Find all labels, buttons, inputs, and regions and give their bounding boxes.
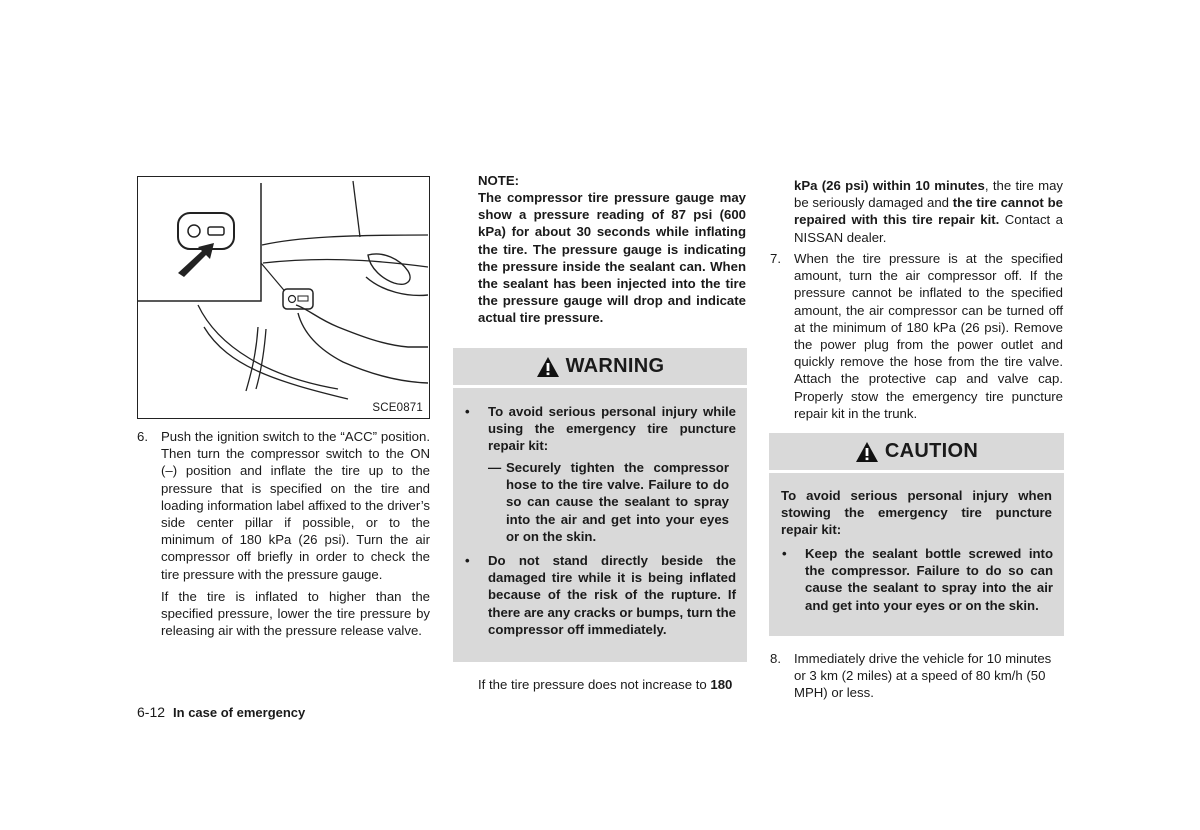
- warning-box: [453, 388, 747, 662]
- step-6-number: 6.: [137, 429, 148, 444]
- step-7-text: When the tire pressure is at the specified amount, turn the air compressor off. If the pressure cannot be inflated to the specified amount, the air compressor can be turned off at the minimum of 180 kPa (26 psi). Remove the power plug from the power outlet and quickly remove the hose from the tire valve. Attach the protective cap and valve cap. Properly stow the emergency tire puncture repair kit in the trunk.: [794, 251, 1063, 421]
- warning-header: [453, 348, 747, 388]
- illustration-drawing: [138, 177, 428, 417]
- bullet-dot: •: [465, 404, 470, 419]
- continuation-text-2: Contact a NISSAN dealer.: [794, 212, 1063, 245]
- note-text: The compressor tire pressure gauge may show a pressure reading of 87 psi (600 kPa) for about 30 seconds while inflating the tire. The pressure gauge is indicating the pressure inside the sealant can. When the sealant has been injected into the tire the pressure gauge will drop and indicate actual tire pressure.: [478, 190, 746, 326]
- bullet-dot: •: [782, 546, 787, 561]
- step-6-paragraph-2: If the tire is inflated to higher than the specified pressure, lower the tire pressure by releasing air with the pressure release valve.: [161, 589, 430, 639]
- caution-bullet-1: Keep the sealant bottle screwed into the compressor. Failure to do so can cause the sealant to spray into the air and get into your eyes or on the skin.: [805, 546, 1053, 613]
- step-8-text: Immediately drive the vehicle for 10 minutes or 3 km (2 miles) at a speed of 80 km/h (50 MPH) or less.: [794, 651, 1052, 701]
- compressor-switch-illustration: [137, 176, 430, 419]
- caution-box: [769, 473, 1064, 636]
- warning-sub-item-1: Securely tighten the compressor hose to the tire valve. Failure to do so can cause the sealant to spray into the air and get into your eyes or on the skin.: [506, 460, 729, 544]
- continuation-text-1: , the tire may be seriously damaged and: [794, 178, 1063, 211]
- continuation-bold: 180: [710, 677, 733, 692]
- figure-code: SCE0871: [372, 402, 423, 414]
- caution-title: CAUTION: [884, 440, 979, 462]
- step-8-number: 8.: [770, 651, 781, 666]
- continuation-text: If the tire pressure does not increase to: [478, 677, 707, 692]
- step-6: [137, 428, 430, 588]
- page-footer: [137, 704, 305, 722]
- page-number: 6-12: [137, 704, 166, 720]
- warning-bullet-2: Do not stand directly beside the damaged tire while it is being inflated because of the risk of the rupture. If there are any cracks or bumps, turn the compressor off immediately.: [488, 553, 736, 637]
- bullet-dot: •: [465, 553, 470, 568]
- continuation-bold-1: kPa (26 psi) within 10 minutes: [794, 178, 985, 193]
- continuation-line: [478, 676, 750, 693]
- step-7: [770, 250, 1063, 422]
- caution-header: [769, 433, 1064, 473]
- step-6-text: Push the ignition switch to the “ACC” position. Then turn the compressor switch to the ON (–) position and inflate the tire up to the pressure that is specified on the tire and loading information label affixed to the driver’s side center pillar if possible, or to the minimum of 180 kPa (26 psi). Turn the air compressor off briefly in order to check the tire pressure with the pressure gauge.: [161, 429, 430, 582]
- step-7-number: 7.: [770, 251, 781, 266]
- warning-title: WARNING: [565, 355, 665, 377]
- section-title: In case of emergency: [173, 705, 306, 720]
- caution-intro: To avoid serious personal injury when stowing the emergency tire puncture repair kit:: [781, 488, 1052, 538]
- continuation-paragraph: [794, 177, 1063, 246]
- continuation-bold-2: the tire cannot be repaired with this tire repair kit.: [794, 195, 1063, 228]
- note-label: NOTE:: [478, 173, 520, 188]
- warning-bullet-1: To avoid serious personal injury while using the emergency tire puncture repair kit:: [488, 404, 736, 454]
- step-8: [770, 650, 1063, 705]
- warning-triangle-icon: [536, 356, 560, 378]
- warning-sub-dash: —: [488, 460, 502, 475]
- warning-triangle-icon: [855, 441, 879, 463]
